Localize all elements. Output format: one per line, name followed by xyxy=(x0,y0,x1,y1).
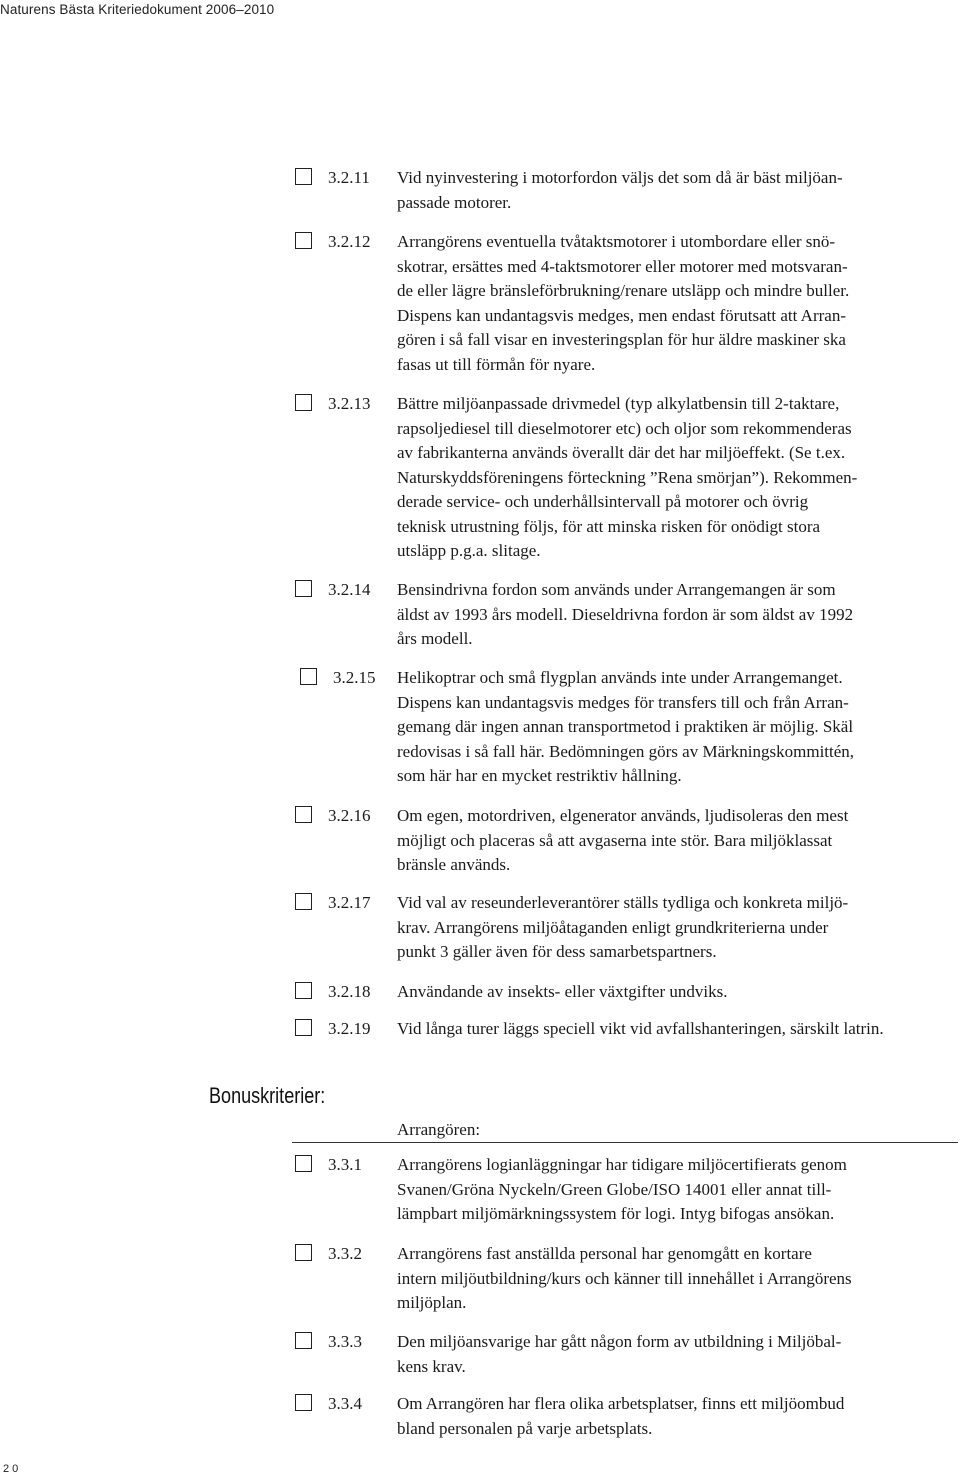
criterion-item xyxy=(0,230,960,374)
bonus-item xyxy=(0,1330,960,1376)
bonus-section-title: Bonuskriterier: xyxy=(209,1083,326,1108)
criterion-number: 3.2.11 xyxy=(328,168,370,187)
criterion-checkbox[interactable] xyxy=(295,893,312,910)
bonus-checkbox[interactable] xyxy=(295,1155,312,1172)
criterion-checkbox[interactable] xyxy=(295,1019,312,1036)
bonus-checkbox[interactable] xyxy=(295,1394,312,1411)
criterion-item xyxy=(0,578,960,648)
bonus-subheading: Arrangören: xyxy=(397,1120,481,1139)
criterion-number: 3.2.13 xyxy=(328,394,371,413)
criterion-item xyxy=(0,166,960,212)
criterion-number: 3.2.15 xyxy=(333,668,376,687)
criterion-text: Vid nyinvestering i motorfordon väljs det som då är bäst miljöan- passade motorer. xyxy=(397,168,843,212)
criterion-item xyxy=(0,804,960,874)
criterion-number: 3.2.18 xyxy=(328,982,371,1001)
criterion-text: Om egen, motordriven, elgenerator används, ljudisoleras den mest möjligt och placeras så att avgaserna inte stör. Bara miljöklassat bränsle används. xyxy=(397,806,849,874)
divider xyxy=(292,1142,958,1143)
criterion-text: Vid val av reseunderleverantörer ställs tydliga och konkreta miljö- krav. Arrangörens miljöåtaganden enligt grundkriterierna under punkt 3 gäller även för dess samarbetspartners. xyxy=(397,893,849,961)
bonus-item xyxy=(0,1242,960,1312)
bonus-number: 3.3.4 xyxy=(328,1394,362,1413)
bonus-item xyxy=(0,1392,960,1438)
criterion-text: Bättre miljöanpassade drivmedel (typ alkylatbensin till 2-taktare, rapsoljediesel till dieselmotorer etc) och oljor som rekommenderas av fabrikanterna används överallt där det har miljöeffekt. (Se t.ex. Naturskyddsföreningens förteckning ”Rena smörjan”). Rekommen- derade service- och underhållsintervall på motorer och övrig teknisk utrustning följs, för att minska risken för onödigt stora utsläpp p.g.a. slitage. xyxy=(397,394,858,560)
bonus-text: Arrangörens logianläggningar har tidigare miljöcertifierats genom Svanen/Gröna Nyckeln/Green Globe/ISO 14001 eller annat till- lämpbart miljömärkningssystem för logi. Intyg bifogas ansökan. xyxy=(397,1155,847,1223)
bonus-number: 3.3.1 xyxy=(328,1155,362,1174)
criterion-checkbox[interactable] xyxy=(295,394,312,411)
criterion-item xyxy=(0,891,960,961)
criterion-text: Användande av insekts- eller växtgifter undviks. xyxy=(397,982,728,1001)
bonus-checkbox[interactable] xyxy=(295,1332,312,1349)
criterion-text: Bensindrivna fordon som används under Arrangemangen är som äldst av 1993 års modell. Dieseldrivna fordon är som äldst av 1992 års modell. xyxy=(397,580,854,648)
bonus-number: 3.3.3 xyxy=(328,1332,362,1351)
bonus-text: Den miljöansvarige har gått någon form av utbildning i Miljöbal- kens krav. xyxy=(397,1332,842,1376)
bonus-item xyxy=(0,1153,960,1223)
bonus-text: Arrangörens fast anställda personal har genomgått en kortare intern miljöutbildning/kurs och känner till innehållet i Arrangörens miljöplan. xyxy=(397,1244,852,1312)
criterion-checkbox[interactable] xyxy=(295,168,312,185)
criterion-item xyxy=(0,666,960,785)
criterion-checkbox[interactable] xyxy=(295,806,312,823)
criterion-text: Arrangörens eventuella tvåtaktsmotorer i utombordare eller snö- skotrar, ersättes med 4-taktsmotorer eller motorer med motsvaran- de eller lägre bränsleförbrukning/renare utsläpp och mindre buller. Dispens kan undantagsvis medges, men endast förutsatt att Arran- gören i så fall visar en investeringsplan för hur äldre maskiner ska fasas ut till förmån för nyare. xyxy=(397,232,850,374)
page-number: 20 xyxy=(3,1463,22,1475)
criterion-checkbox[interactable] xyxy=(295,580,312,597)
bonus-checkbox[interactable] xyxy=(295,1244,312,1261)
criterion-number: 3.2.12 xyxy=(328,232,371,251)
bonus-number: 3.3.2 xyxy=(328,1244,362,1263)
running-header: Naturens Bästa Kriteriedokument 2006–2010 xyxy=(0,2,275,17)
criterion-item xyxy=(0,392,960,560)
criterion-text: Helikoptrar och små flygplan används inte under Arrangemanget. Dispens kan undantagsvis medges för transfers till och från Arran- gemang där ingen annan transportmetod i praktiken är möjlig. Skäl redovisas i så fall här. Bedömningen görs av Märkningskommittén, som här har en mycket restriktiv hållning. xyxy=(397,668,855,785)
criterion-checkbox[interactable] xyxy=(300,668,317,685)
criterion-number: 3.2.19 xyxy=(328,1019,371,1038)
criterion-checkbox[interactable] xyxy=(295,232,312,249)
criterion-text: Vid långa turer läggs speciell vikt vid avfallshanteringen, särskilt latrin. xyxy=(397,1019,884,1038)
bonus-text: Om Arrangören har flera olika arbetsplatser, finns ett miljöombud bland personalen på varje arbetsplats. xyxy=(397,1394,845,1438)
criterion-checkbox[interactable] xyxy=(295,982,312,999)
criterion-number: 3.2.16 xyxy=(328,806,371,825)
criterion-item xyxy=(0,980,960,1004)
criterion-item xyxy=(0,1017,960,1041)
criterion-number: 3.2.17 xyxy=(328,893,371,912)
criterion-number: 3.2.14 xyxy=(328,580,371,599)
